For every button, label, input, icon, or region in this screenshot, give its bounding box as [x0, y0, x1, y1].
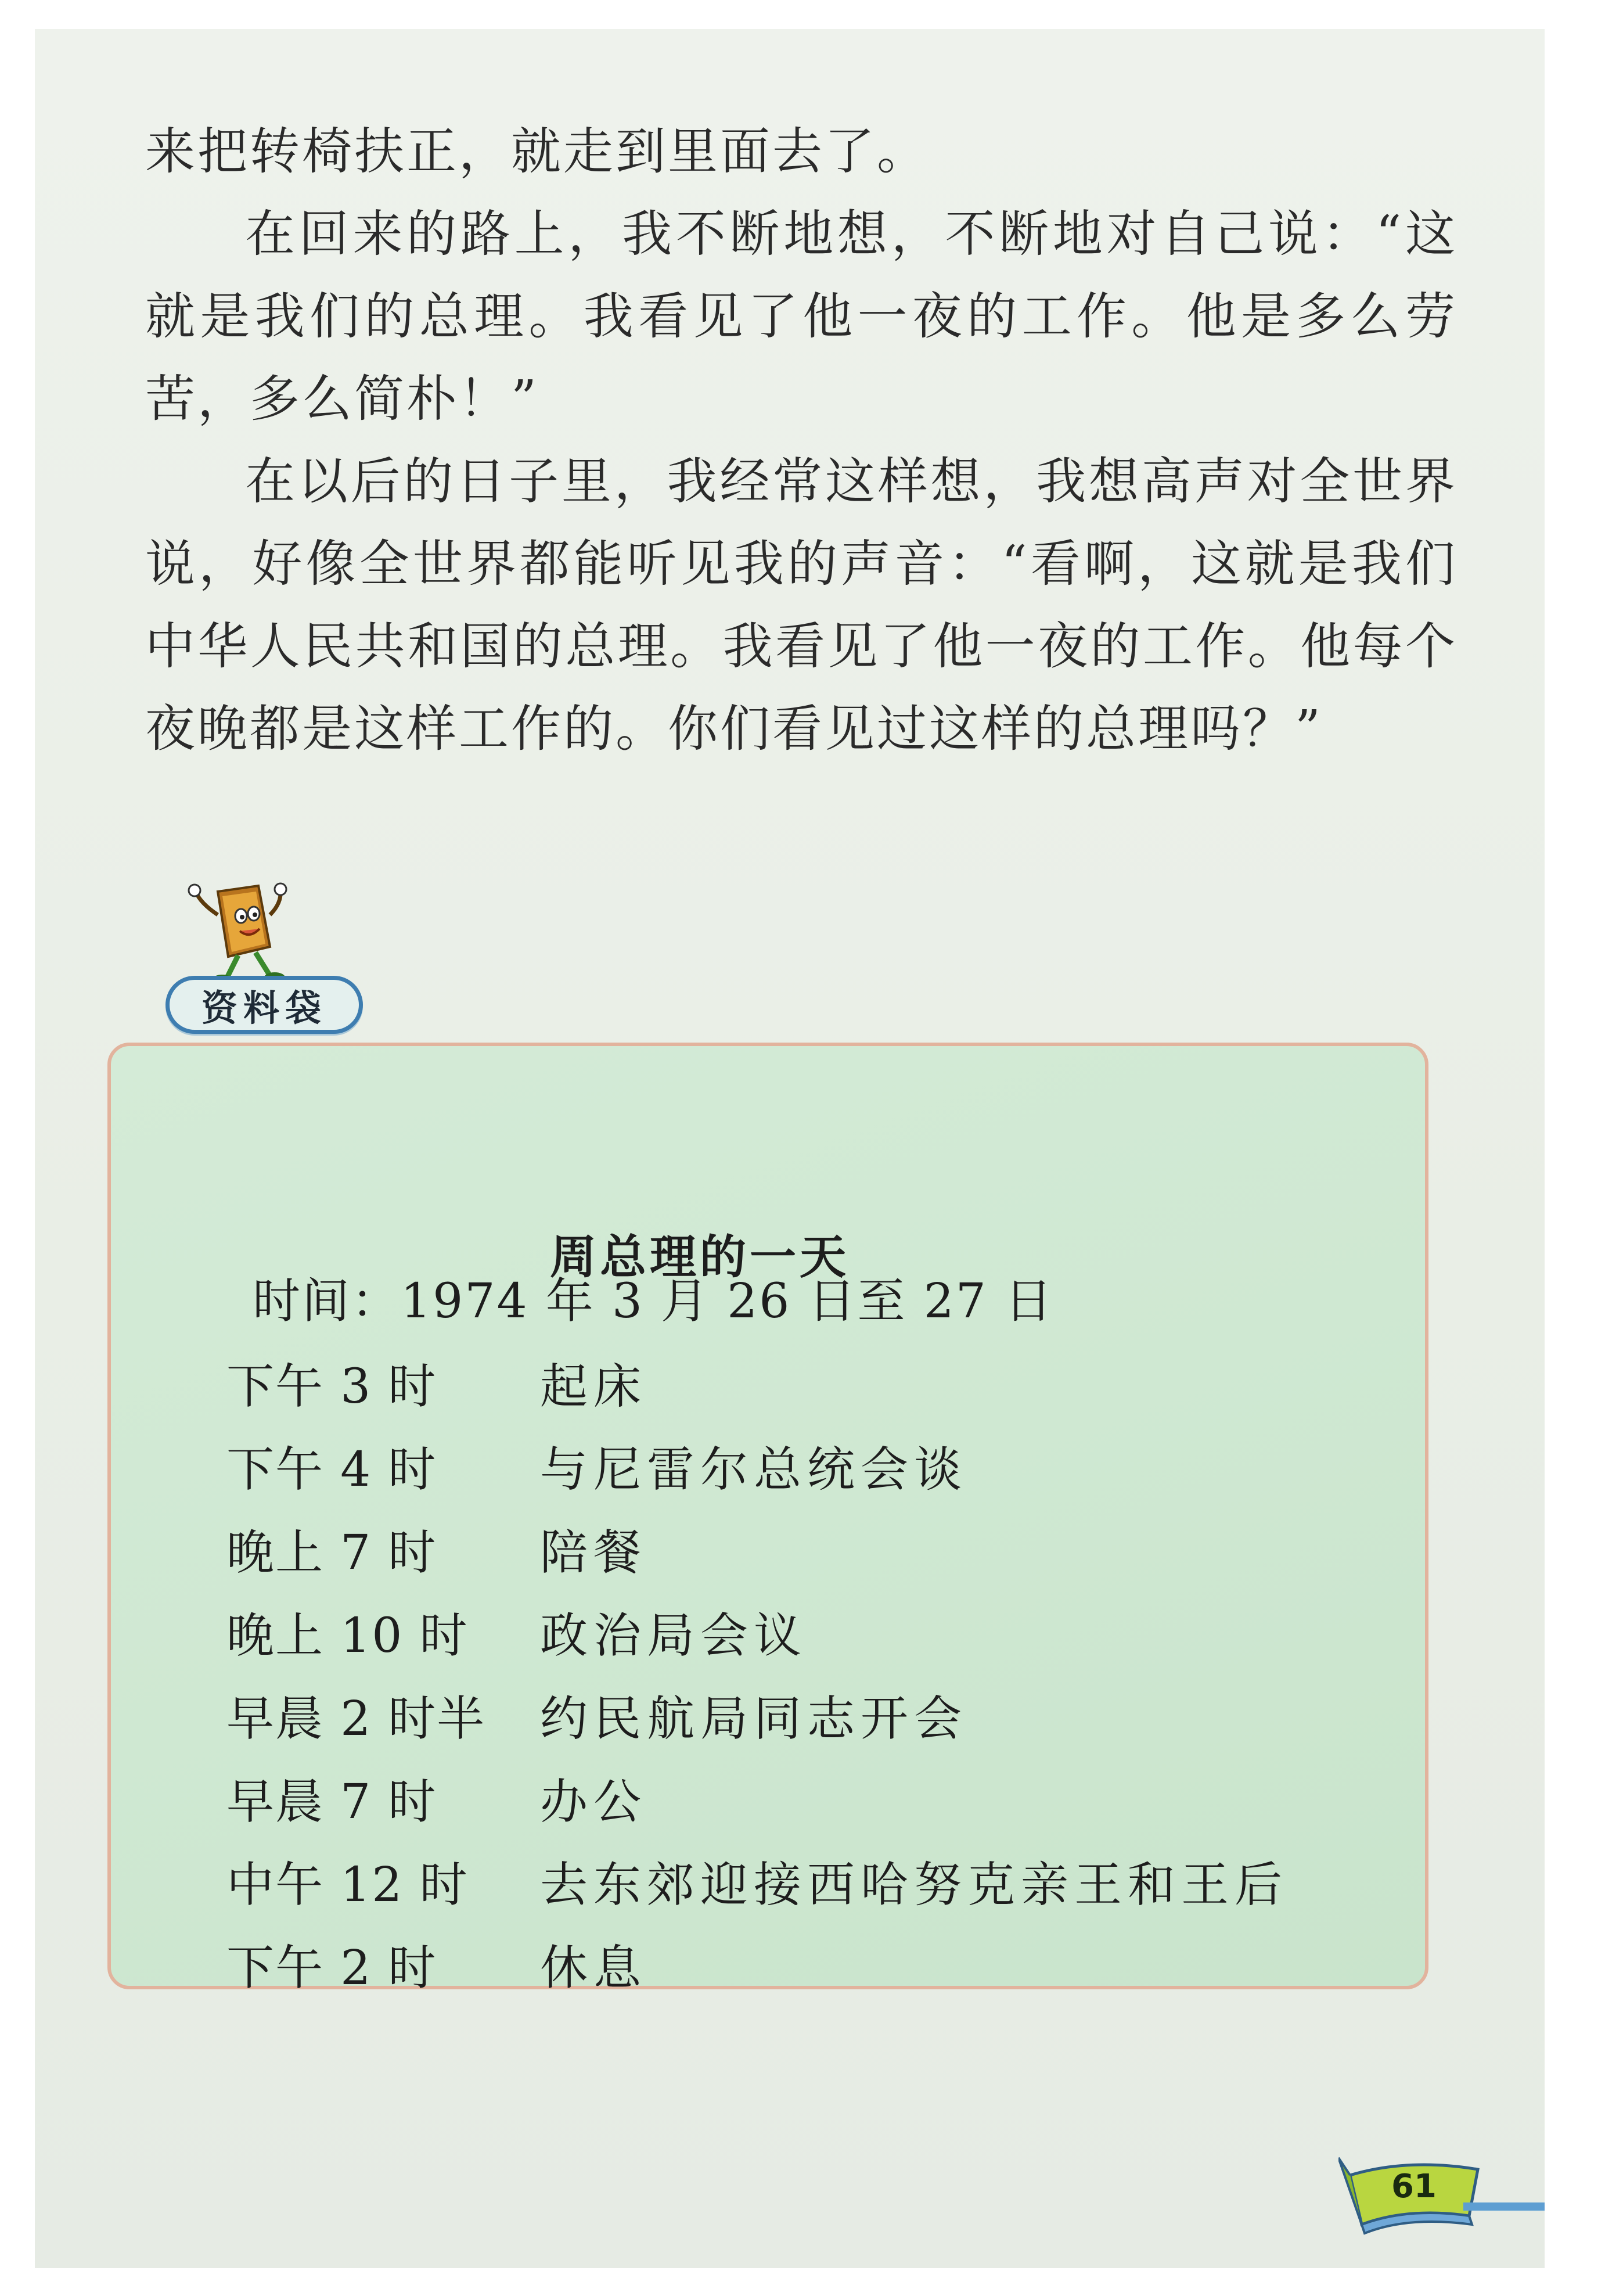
paragraph-1: 来把转椅扶正，就走到里面去了。 [145, 123, 929, 181]
schedule-time: 早晨 2 时半 [226, 1691, 486, 1747]
panel-title-text: 周总理的一天 [550, 1230, 850, 1284]
book-mascot-icon [183, 880, 287, 987]
schedule-event: 陪餐 [540, 1525, 647, 1580]
page-number: 61 [1391, 2168, 1437, 2205]
schedule-event: 办公 [540, 1774, 647, 1830]
resource-bag-label: 资料袋 [165, 976, 363, 1034]
schedule-time: 中午 12 时 [226, 1857, 469, 1913]
story-text [145, 110, 1458, 770]
date-range: 时间：1974 年 3 月 26 日至 27 日 [253, 1274, 1054, 1329]
schedule-event: 政治局会议 [540, 1608, 808, 1663]
schedule-event: 休息 [540, 1941, 647, 1996]
schedule-event: 起床 [540, 1359, 647, 1414]
schedule-event: 去东郊迎接西哈努克亲王和王后 [540, 1857, 1289, 1913]
schedule-time: 下午 4 时 [226, 1442, 437, 1497]
schedule-event: 与尼雷尔总统会谈 [540, 1442, 968, 1497]
schedule-time: 早晨 7 时 [226, 1774, 437, 1830]
schedule-time: 下午 3 时 [226, 1359, 437, 1414]
page-edge-stripe [1463, 2202, 1545, 2211]
schedule-event: 约民航局同志开会 [540, 1691, 968, 1747]
schedule-time: 下午 2 时 [226, 1941, 437, 1996]
paragraph-2: 在回来的路上，我不断地想，不断地对自己说：“这就是我们的总理。我看见了他一夜的工作。他是多么劳苦，多么简朴！” [145, 205, 1458, 428]
schedule-time: 晚上 7 时 [226, 1525, 437, 1580]
schedule-time: 晚上 10 时 [226, 1608, 469, 1663]
textbook-page [35, 29, 1545, 2268]
paragraph-3: 在以后的日子里，我经常这样想，我想高声对全世界说，好像全世界都能听见我的声音：“看啊，这就是我们中华人民共和国的总理。我看见了他一夜的工作。他每个夜晚都是这样工作的。你们看见过这样的总理吗？” [145, 452, 1458, 758]
